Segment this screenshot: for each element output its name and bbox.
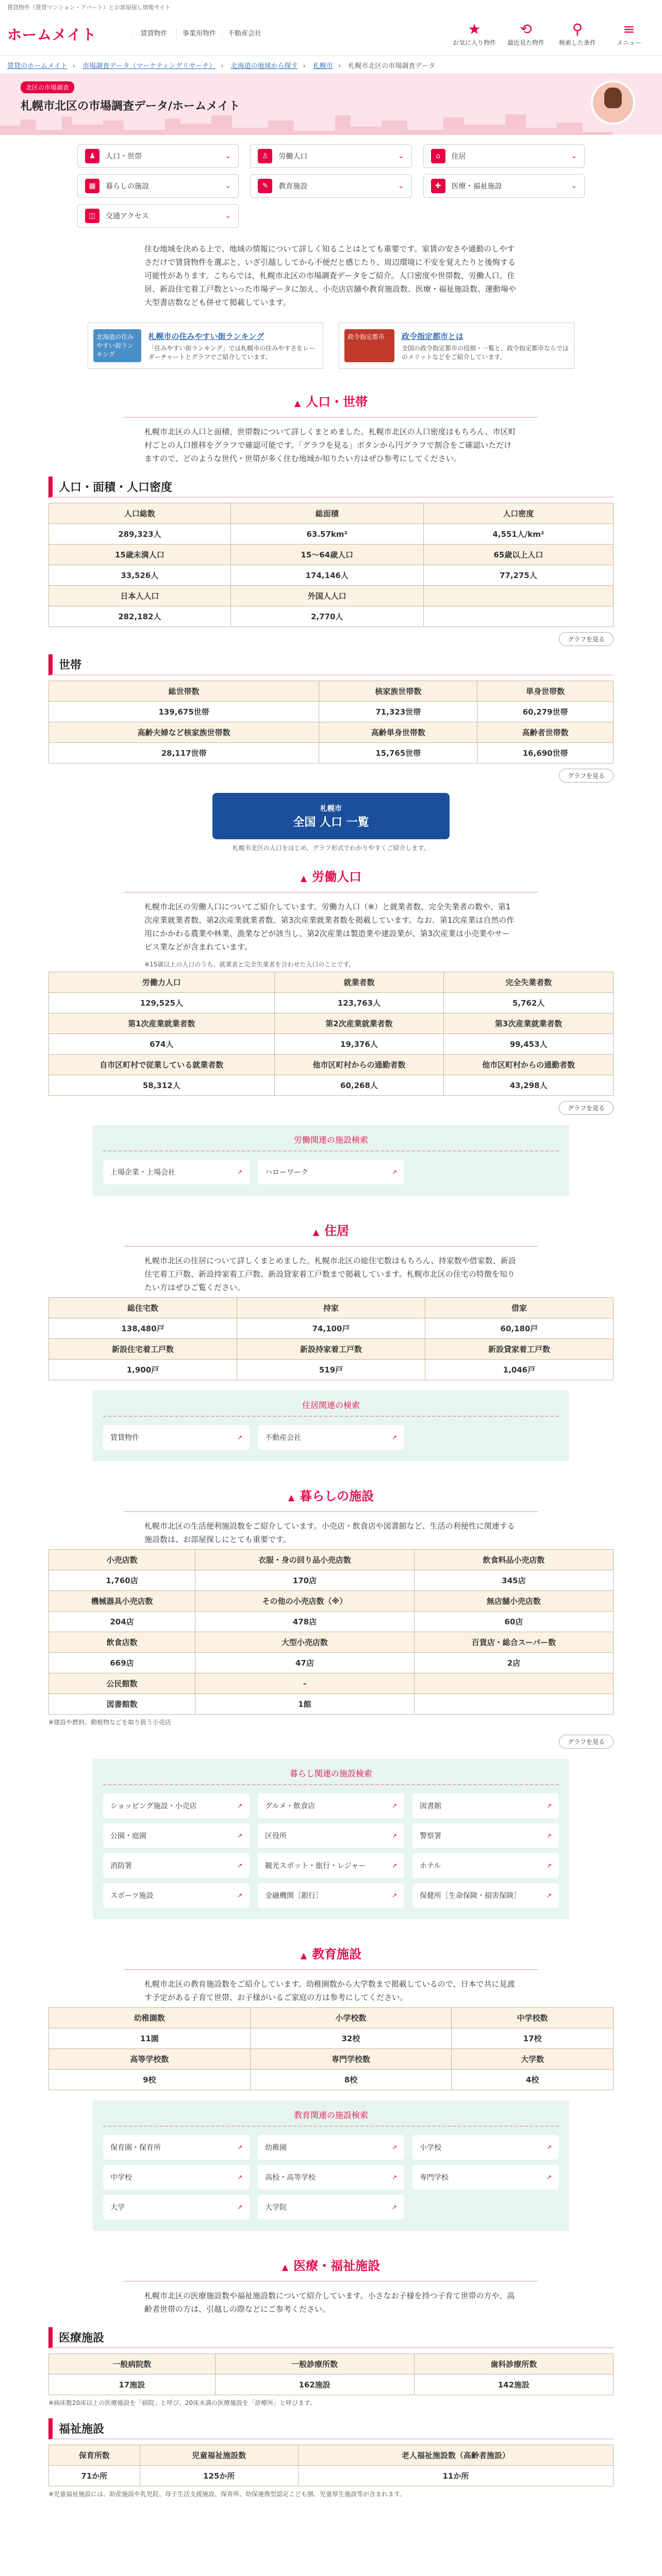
cat-housing[interactable]: ⌂ 住居 ⌄ <box>423 144 585 168</box>
table-header-cell: 保育所数 <box>49 2445 140 2466</box>
train-icon: ◫ <box>85 209 100 223</box>
table-value-cell <box>414 1694 613 1715</box>
table-header-cell: 百貨店・総合スーパー数 <box>414 1632 613 1653</box>
facility-search-button[interactable]: 小学校 ↗ <box>412 2135 559 2160</box>
gnav-rental[interactable]: 賃貸物件 <box>131 28 176 40</box>
external-link-icon: ↗ <box>546 2174 552 2181</box>
table-value-cell: 60,279世帯 <box>477 702 614 722</box>
education-table <box>48 2007 614 2090</box>
table-header-cell: 人口密度 <box>423 503 613 524</box>
table-header-cell: 衣服・身の回り品小売店数 <box>195 1550 415 1570</box>
living-desc: 札幌市北区の生活便利施設数をご紹介しています。小売店・飲食店や図書館など、生活の利便性に関連する施設数は、お部屋探しにとても重要です。 <box>144 1521 515 1544</box>
table-value-cell: 19,376人 <box>274 1034 444 1055</box>
table-row <box>49 722 614 743</box>
labor-note: ※15歳以上の人口のうち、就業者と完全失業者を合わせた人口のことです。 <box>144 961 355 968</box>
external-link-icon: ↗ <box>391 1802 397 1809</box>
table-header-cell: 他市区町村からの通勤者数 <box>444 1055 614 1075</box>
table-value-cell: 4,551人/km² <box>423 524 613 545</box>
site-tagline: 賃貸物件（賃貸マンション・アパート）とお部屋探し情報サイト <box>7 4 171 11</box>
labor-desc: 札幌市北区の労働人口についてご紹介しています。労働力人口（※）と就業者数、完全失業者の数や、第1次産業就業者数、第2次産業就業者数、第3次産業就業者数を掲載しています。なお、第1次産業は自然の作用にかかわる農業や林業、漁業などが該当し、第2次産業は製造業や建設業が、第3次産業は小売業やサービス業などが含まれています。 <box>144 902 515 952</box>
section-medical: ▲ 医療・福祉施設 <box>0 2241 662 2282</box>
facility-search-button[interactable]: 図書館 ↗ <box>412 1793 559 1818</box>
table-header-cell <box>414 1673 613 1694</box>
table-value-cell: 1館 <box>195 1694 415 1715</box>
facility-search-button[interactable]: 専門学校 ↗ <box>412 2165 559 2190</box>
search-icon: ⚲ <box>572 21 583 38</box>
table-value-cell: 33,526人 <box>49 565 231 586</box>
table-value-cell: 11か所 <box>298 2466 613 2486</box>
housing-table <box>48 1297 614 1380</box>
facility-search-button[interactable]: 賃貸物件 ↗ <box>103 1425 250 1450</box>
population-graph-button[interactable]: グラフを見る <box>559 632 614 646</box>
site-header <box>0 12 662 56</box>
table-value-cell: 123,763人 <box>274 993 444 1013</box>
table-value-cell: 77,275人 <box>423 565 613 586</box>
table-header-cell: 小売店数 <box>49 1550 195 1570</box>
history-button[interactable] <box>500 21 552 47</box>
table-header-cell: 第3次産業就業者数 <box>444 1013 614 1034</box>
table-row <box>49 2028 614 2049</box>
labor-graph-button[interactable]: グラフを見る <box>559 1101 614 1115</box>
section-population: ▲ 人口・世帯 <box>0 377 662 418</box>
external-link-icon: ↗ <box>546 1862 552 1869</box>
external-link-icon: ↗ <box>546 1892 552 1899</box>
table-header-cell: 総面積 <box>230 503 423 524</box>
table-value-cell <box>423 606 613 627</box>
table-value-cell: 16,690世帯 <box>477 743 614 764</box>
external-link-icon: ↗ <box>237 1802 242 1809</box>
table-value-cell: 4校 <box>452 2070 614 2090</box>
table-value-cell: 345店 <box>414 1570 613 1591</box>
external-link-icon: ↗ <box>391 2174 397 2181</box>
global-nav <box>131 28 267 40</box>
page-hero <box>0 73 662 135</box>
table-row <box>49 2070 614 2090</box>
cat-population[interactable]: ♟ 人口・世帯 ⌄ <box>77 144 239 168</box>
breadcrumb-home[interactable]: 賃貸のホームメイト <box>7 62 68 70</box>
table-row <box>49 2445 614 2466</box>
table-header-cell: 外国人人口 <box>230 586 423 606</box>
table-value-cell: 282,182人 <box>49 606 231 627</box>
facility-search-button[interactable]: 大学院 ↗ <box>258 2195 404 2219</box>
facility-search-button[interactable]: 大学 ↗ <box>103 2195 250 2219</box>
table-row <box>49 993 614 1013</box>
table-row <box>49 1550 614 1570</box>
table-header-cell: 幼稚園数 <box>49 2008 251 2028</box>
table-header-cell: 新設持家着工戸数 <box>237 1339 425 1360</box>
external-link-icon: ↗ <box>237 2174 242 2181</box>
table-header-cell: 総住宅数 <box>49 1298 237 1318</box>
facility-search-button[interactable]: 保健所［生命保険・損害保険］ ↗ <box>412 1883 559 1908</box>
table-header-cell <box>423 586 613 606</box>
table-value-cell: 32校 <box>250 2028 452 2049</box>
population-list-banner[interactable]: 札幌市 全国 人口 一覧 <box>212 793 450 839</box>
facility-search-button[interactable]: グルメ・飲食店 ↗ <box>258 1793 404 1818</box>
table-header-cell: 65歳以上人口 <box>423 545 613 565</box>
external-link-icon: ↗ <box>237 1862 242 1869</box>
table-header-cell: - <box>195 1673 415 1694</box>
table-value-cell: 129,525人 <box>49 993 275 1013</box>
table-header-cell: 機械器具小売店数 <box>49 1591 195 1612</box>
table-value-cell: 1,760店 <box>49 1570 195 1591</box>
table-value-cell: 138,480戸 <box>49 1318 237 1339</box>
table-value-cell: 1,900戸 <box>49 1360 237 1380</box>
banner-ranking-image: 北海道の住みやすい街ランキング <box>93 329 141 362</box>
table-value-cell: 204店 <box>49 1612 195 1632</box>
star-icon: ★ <box>468 21 481 38</box>
category-nav <box>0 135 662 237</box>
section-living: ▲ 暮らしの施設 <box>0 1471 662 1512</box>
external-link-icon: ↗ <box>391 1862 397 1869</box>
table-header-cell: 単身世帯数 <box>477 681 614 702</box>
table-header-cell: 中学校数 <box>452 2008 614 2028</box>
breadcrumb-research[interactable]: 市場調査データ（マーケティングリサーチ） <box>82 62 216 70</box>
people-icon: ♟ <box>85 149 100 163</box>
table-value-cell: 60店 <box>414 1612 613 1632</box>
cross-icon: ✚ <box>431 179 445 193</box>
table-header-cell: 一般病院数 <box>49 2354 216 2375</box>
facility-search-button[interactable]: 観光スポット・旅行・レジャー ↗ <box>258 1853 404 1878</box>
breadcrumb-hokkaido[interactable]: 北海道の地域から探す <box>230 62 298 70</box>
table-value-cell: 28,117世帯 <box>49 743 319 764</box>
table-header-cell: 歯科診療所数 <box>414 2354 613 2375</box>
population-desc: 札幌市北区の人口と面積、世帯数について詳しくまとめました。札幌市北区の人口密度はもちろん、市区町村ごとの人口推移をグラフで確認可能です。「グラフを見る」ボタンから円グラフで割合をご確認いただけますので、どのような世代・世帯が多く住む地域か知りたい方はぜひ参考にしてください。 <box>144 427 516 463</box>
labor-search-box: 労働関連の施設検索 上場企業・上場会社 ↗ ハローワーク ↗ <box>93 1125 569 1196</box>
table-header-cell: 第2次産業就業者数 <box>274 1013 444 1034</box>
breadcrumb-sapporo[interactable]: 札幌市 <box>312 62 333 70</box>
cat-education[interactable]: ✎ 教育施設 ⌄ <box>250 174 411 198</box>
intro-text: 住む地域を決める上で、地域の情報について詳しく知ることはとても重要です。家賃の安さや通勤のしやすさだけで賃貸物件を選ぶと、いざ引越ししてから不便だと感じたり、周辺環境に不安を覚えたりと後悔する可能性があります。こちらでは、札幌市北区の市場調査データをご紹介。人口密度や世帯数、労働人口、住居、新設住宅着工戸数といった市場データに加え、小売店店舗や教育施設数、医療・福祉施設数、運動場や大型書店数なども併せて掲載しています。 <box>144 244 516 307</box>
table-value-cell: 170店 <box>195 1570 415 1591</box>
table-value-cell: 519戸 <box>237 1360 425 1380</box>
hero-badge: 北区の市場調査 <box>21 81 74 93</box>
header-icons <box>449 21 655 47</box>
population-table <box>48 503 614 627</box>
table-row <box>49 681 614 702</box>
medical-desc: 札幌市北区の医療施設数や福祉施設数について紹介しています。小さなお子様を持つ子育て世帯の方や、高齢者世帯の方は、引越しの際などにご参考ください。 <box>144 2291 515 2314</box>
banner-designated-city[interactable]: 政令指定都市 政令指定都市とは 全国の政令指定都市の役割・一覧と、政令指定都市ならではのメリットなどをご紹介しています。 <box>339 323 574 369</box>
table-header-cell: 就業者数 <box>274 972 444 993</box>
table-header-cell: 労働力人口 <box>49 972 275 993</box>
table-header-cell: 無店舗小売店数 <box>414 1591 613 1612</box>
section-housing: ▲ 住居 <box>0 1206 662 1247</box>
facility-search-button[interactable]: 中学校 ↗ <box>103 2165 250 2190</box>
table-value-cell: 5,762人 <box>444 993 614 1013</box>
table-row <box>49 503 614 524</box>
table-row <box>49 1570 614 1591</box>
table-row <box>49 702 614 722</box>
table-row <box>49 2375 614 2395</box>
table-header-cell: 第1次産業就業者数 <box>49 1013 275 1034</box>
table-row <box>49 1632 614 1653</box>
table-header-cell: 他市区町村からの通勤者数 <box>274 1055 444 1075</box>
table-value-cell: 71か所 <box>49 2466 140 2486</box>
table-header-cell: 小学校数 <box>250 2008 452 2028</box>
external-link-icon: ↗ <box>546 1832 552 1839</box>
external-link-icon: ↗ <box>237 2204 242 2211</box>
table-value-cell: 43,298人 <box>444 1075 614 1096</box>
table-header-cell: 大型小売店数 <box>195 1632 415 1653</box>
banner-ranking[interactable]: 北海道の住みやすい街ランキング 札幌市の住みやすい街ランキング 「住みやすい街ランキング」では札幌市の住みやすさをレーダーチャートとグラフでご紹介しています。 <box>88 323 323 369</box>
house-icon: ⌂ <box>431 149 445 163</box>
table-header-cell: 高齢夫婦など核家族世帯数 <box>49 722 319 743</box>
avatar <box>591 80 635 125</box>
external-link-icon: ↗ <box>391 2144 397 2151</box>
table-row <box>49 1673 614 1694</box>
welfare-table <box>48 2445 614 2486</box>
table-header-cell: 自市区町村で従業している就業者数 <box>49 1055 275 1075</box>
external-link-icon: ↗ <box>391 1168 397 1176</box>
table-row <box>49 565 614 586</box>
facility-search-button[interactable]: スポーツ施設 ↗ <box>103 1883 250 1908</box>
living-search-box: 暮らし関連の施設検索 ショッピング施設・小売店 ↗ グルメ・飲食店 ↗ 図書館 ↗ 公園・庭園 ↗ 区役所 ↗ 警察署 ↗ 消防署 ↗ 観光スポット・旅行・レジャー ↗ ホテル ↗ スポーツ施設 ↗ 金融機関［銀行］ ↗ 保健所［生命保険・損害保険］ ↗ <box>93 1759 569 1919</box>
cat-medical[interactable]: ✚ 医療・福祉施設 ⌄ <box>423 174 585 198</box>
household-table <box>48 681 614 764</box>
population-list-note: 札幌市北区の人口をはじめ、グラフ形式でわかりやすくご紹介します。 <box>232 844 430 852</box>
table-value-cell: 74,100戸 <box>237 1318 425 1339</box>
table-value-cell: 99,453人 <box>444 1034 614 1055</box>
living-note: ※建設や燃料、動植物などを取り扱う小売店 <box>48 1719 172 1726</box>
table-value-cell: 8校 <box>250 2070 452 2090</box>
external-link-icon: ↗ <box>391 2204 397 2211</box>
shop-icon: ▦ <box>85 179 100 193</box>
external-link-icon: ↗ <box>391 1434 397 1441</box>
table-header-cell: 15〜64歳人口 <box>230 545 423 565</box>
table-value-cell: 139,675世帯 <box>49 702 319 722</box>
logo-text: ホームメイト <box>7 26 97 43</box>
table-row <box>49 2466 614 2486</box>
table-value-cell: 47店 <box>195 1653 415 1673</box>
table-row <box>49 2354 614 2375</box>
table-header-cell: 人口総数 <box>49 503 231 524</box>
population-subheading: 人口・面積・人口密度 <box>48 477 614 498</box>
external-link-icon: ↗ <box>237 1892 242 1899</box>
external-link-icon: ↗ <box>237 1434 242 1441</box>
table-value-cell: 60,268人 <box>274 1075 444 1096</box>
table-header-cell: 飲食店数 <box>49 1632 195 1653</box>
external-link-icon: ↗ <box>391 1892 397 1899</box>
table-header-cell: 高齢単身世帯数 <box>319 722 477 743</box>
cat-living[interactable]: ▦ 暮らしの施設 ⌄ <box>77 174 239 198</box>
table-row <box>49 1694 614 1715</box>
table-value-cell: 674人 <box>49 1034 275 1055</box>
external-link-icon: ↗ <box>237 1832 242 1839</box>
table-header-cell: 専門学校数 <box>250 2049 452 2070</box>
medical-table <box>48 2353 614 2395</box>
external-link-icon: ↗ <box>546 1802 552 1809</box>
table-value-cell: 478店 <box>195 1612 415 1632</box>
favorites-label: お気に入り物件 <box>452 39 496 46</box>
history-label: 最近見た物件 <box>507 39 544 46</box>
history-icon: ⟲ <box>520 21 532 38</box>
welfare-subheading: 福祉施設 <box>48 2418 614 2439</box>
living-graph-button[interactable]: グラフを見る <box>559 1735 614 1749</box>
breadcrumb: 賃貸のホームメイト › 市場調査データ（マーケティングリサーチ） › 北海道の地域から探す › 札幌市 › 札幌市北区の市場調査データ <box>7 62 436 70</box>
table-value-cell: 図書館数 <box>49 1694 195 1715</box>
table-value-cell: 289,323人 <box>49 524 231 545</box>
welfare-note: ※児童福祉施設には、助産施設や乳児院、母子生活支援施設、保育所、幼保連携型認定こども園、児童厚生施設等が含まれます。 <box>48 2490 406 2498</box>
menu-button[interactable] <box>603 21 655 47</box>
table-header-cell: その他の小売店数（※） <box>195 1591 415 1612</box>
table-value-cell: 2店 <box>414 1653 613 1673</box>
gnav-business[interactable]: 事業用物件 <box>176 28 222 40</box>
table-row <box>49 586 614 606</box>
menu-label: メニュー <box>616 39 641 46</box>
table-header-cell: 高齢者世帯数 <box>477 722 614 743</box>
favorites-button[interactable] <box>449 21 500 47</box>
table-header-cell: 大学数 <box>452 2049 614 2070</box>
table-value-cell: 15,765世帯 <box>319 743 477 764</box>
skyline-illustration <box>0 110 662 135</box>
table-row <box>49 1318 614 1339</box>
table-row <box>49 1339 614 1360</box>
table-value-cell: 142施設 <box>414 2375 613 2395</box>
table-header-cell: 総世帯数 <box>49 681 319 702</box>
table-row <box>49 1612 614 1632</box>
cat-labor[interactable]: ♙ 労働人口 ⌄ <box>250 144 411 168</box>
table-value-cell: 669店 <box>49 1653 195 1673</box>
table-value-cell: 1,046戸 <box>425 1360 614 1380</box>
facility-search-button[interactable]: 上場企業・上場会社 ↗ <box>103 1160 250 1184</box>
page-title: 札幌市北区の市場調査データ/ホームメイト <box>21 100 240 113</box>
facility-search-button[interactable]: ホテル ↗ <box>412 1853 559 1878</box>
worker-icon: ♙ <box>258 149 272 163</box>
table-header-cell: 公民館数 <box>49 1673 195 1694</box>
external-link-icon: ↗ <box>546 2144 552 2151</box>
facility-search-button[interactable]: 不動産会社 ↗ <box>258 1425 404 1450</box>
facility-search-button[interactable]: 警察署 ↗ <box>412 1823 559 1848</box>
table-header-cell: 新設住宅着工戸数 <box>49 1339 237 1360</box>
cat-access[interactable]: ◫ 交通アクセス ⌄ <box>77 204 239 228</box>
facility-search-button[interactable]: 幼稚園 ↗ <box>258 2135 404 2160</box>
education-search-box: 教育関連の施設検索 保育園・保育所 ↗ 幼稚園 ↗ 小学校 ↗ 中学校 ↗ 高校・高等学校 ↗ 専門学校 ↗ 大学 ↗ 大学院 ↗ <box>93 2100 569 2231</box>
saved-search-label: 検索した条件 <box>558 39 596 46</box>
table-value-cell: 174,146人 <box>230 565 423 586</box>
table-header-cell: 高等学校数 <box>49 2049 251 2070</box>
table-row <box>49 1360 614 1380</box>
external-link-icon: ↗ <box>237 1168 242 1176</box>
table-value-cell: 60,180戸 <box>425 1318 614 1339</box>
table-value-cell: 17校 <box>452 2028 614 2049</box>
site-logo[interactable] <box>7 19 110 49</box>
school-icon: ✎ <box>258 179 272 193</box>
table-value-cell: 11園 <box>49 2028 251 2049</box>
living-table <box>48 1549 614 1715</box>
table-row <box>49 1075 614 1096</box>
table-row <box>49 1591 614 1612</box>
section-labor: ▲ 労働人口 <box>0 852 662 893</box>
table-value-cell: 17施設 <box>49 2375 216 2395</box>
medical-note: ※病床数20床以上の医療施設を「病院」と呼び、20床未満の医療施設を「診療所」と呼びます。 <box>48 2399 317 2406</box>
table-value-cell: 71,323世帯 <box>319 702 477 722</box>
table-header-cell: 新設貸家着工戸数 <box>425 1339 614 1360</box>
table-row <box>49 606 614 627</box>
table-value-cell: 58,312人 <box>49 1075 275 1096</box>
table-value-cell: 2,770人 <box>230 606 423 627</box>
facility-search-button[interactable]: 区役所 ↗ <box>258 1823 404 1848</box>
facility-search-button[interactable]: ショッピング施設・小売店 ↗ <box>103 1793 250 1818</box>
education-desc: 札幌市北区の教育施設数をご紹介しています。幼稚園数から大学数まで掲載しているので、日本で共に見渡す予定がある子育て世帯、お子様がいるご家庭の方は参考にしてください。 <box>144 1979 515 2002</box>
facility-search-button[interactable]: 公園・庭園 ↗ <box>103 1823 250 1848</box>
table-row <box>49 1034 614 1055</box>
table-value-cell: 9校 <box>49 2070 251 2090</box>
table-header-cell: 日本人人口 <box>49 586 231 606</box>
external-link-icon: ↗ <box>237 2144 242 2151</box>
external-link-icon: ↗ <box>391 1832 397 1839</box>
table-row <box>49 1013 614 1034</box>
gnav-agency[interactable]: 不動産会社 <box>222 28 267 40</box>
table-header-cell: 一般診療所数 <box>215 2354 414 2375</box>
housing-search-box: 住居関連の検索 賃貸物件 ↗ 不動産会社 ↗ <box>93 1391 569 1461</box>
table-value-cell: 162施設 <box>215 2375 414 2395</box>
facility-search-button[interactable]: 金融機関［銀行］ ↗ <box>258 1883 404 1908</box>
table-value-cell: 63.57km² <box>230 524 423 545</box>
table-row <box>49 743 614 764</box>
household-graph-button[interactable]: グラフを見る <box>559 769 614 783</box>
household-subheading: 世帯 <box>48 654 614 675</box>
table-row <box>49 2049 614 2070</box>
facility-search-button[interactable]: 消防署 ↗ <box>103 1853 250 1878</box>
table-row <box>49 524 614 545</box>
table-header-cell: 老人福祉施設数（高齢者施設） <box>298 2445 613 2466</box>
breadcrumb-current: 札幌市北区の市場調査データ <box>348 62 436 70</box>
labor-table <box>48 972 614 1096</box>
table-row <box>49 1055 614 1075</box>
table-header-cell: 完全失業者数 <box>444 972 614 993</box>
facility-search-button[interactable]: 保育園・保育所 ↗ <box>103 2135 250 2160</box>
medical-subheading: 医療施設 <box>48 2327 614 2348</box>
section-education: ▲ 教育施設 <box>0 1929 662 1970</box>
table-header-cell: 借家 <box>425 1298 614 1318</box>
menu-icon: ≡ <box>623 21 635 38</box>
table-header-cell: 核家族世帯数 <box>319 681 477 702</box>
table-header-cell: 飲食料品小売店数 <box>414 1550 613 1570</box>
table-row <box>49 1298 614 1318</box>
table-row <box>49 545 614 565</box>
facility-search-button[interactable]: ハローワーク ↗ <box>258 1160 404 1184</box>
table-row <box>49 972 614 993</box>
table-value-cell: 125か所 <box>140 2466 298 2486</box>
table-row <box>49 1653 614 1673</box>
table-header-cell: 児童福祉施設数 <box>140 2445 298 2466</box>
saved-search-button[interactable] <box>552 21 603 47</box>
table-header-cell: 持家 <box>237 1298 425 1318</box>
table-header-cell: 15歳未満人口 <box>49 545 231 565</box>
banners <box>0 314 662 377</box>
housing-desc: 札幌市北区の住居について詳しくまとめました。札幌市北区の総住宅数はもちろん、持家数や借家数、新設住宅着工戸数、新設持家着工戸数、新設貸家着工戸数まで掲載しています。札幌市北区の住宅の特徴を知りたい方はぜひご覧ください。 <box>144 1256 516 1292</box>
table-row <box>49 2008 614 2028</box>
facility-search-button[interactable]: 高校・高等学校 ↗ <box>258 2165 404 2190</box>
banner-city-image: 政令指定都市 <box>344 329 394 362</box>
